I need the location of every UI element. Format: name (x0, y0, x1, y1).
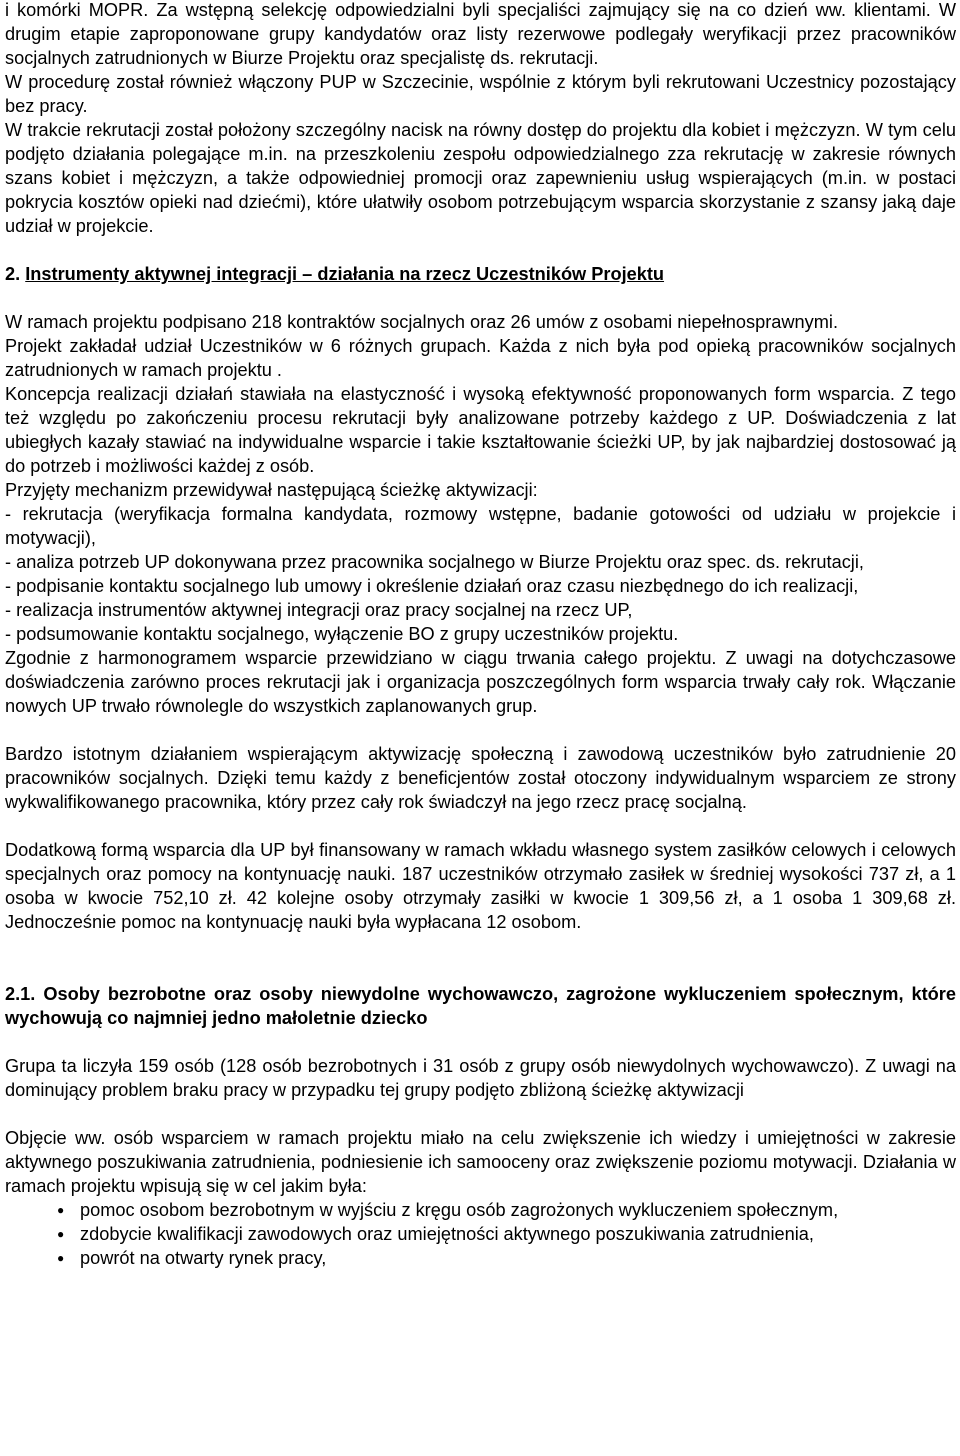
document-page (5, 0, 956, 1270)
paragraph-concept: Koncepcja realizacji działań stawiała na elastyczność i wysoką efektywność proponowanych form wsparcia. Z tego też względu po zakończeniu procesu rekrutacji były analizowane potrzeby każdego z UP. Doświadczenia z lat ubiegłych kazały stawiać na indywidualne wsparcie i takie kształtowanie ścieżki UP, by jak najbardziej dostosować ją do potrzeb i możliwości każdej z osób. (5, 384, 956, 476)
paragraph-equal-access: W trakcie rekrutacji został położony szczególny nacisk na równy dostęp do projektu dla kobiet i mężczyzn. W tym celu podjęto działania polegające m.in. na przeszkoleniu zespołu odpowiedzialnego zza rekrutację w zakresie równych szans kobiet i mężczyzn, a także odpowiedniej promocji oraz zapewnieniu usług wspierających (m.in. w postaci pokrycia kosztów opieki nad dziećmi), które ułatwiły osobom potrzebującym wsparcia skorzystanie z szansy jaką daje udział w projekcie. (5, 120, 956, 236)
paragraph-allowances: Dodatkową formą wsparcia dla UP był finansowany w ramach wkładu własnego system zasiłków celowych i celowych specjalnych oraz pomocy na kontynuację nauki. 187 uczestników otrzymało zasiłek w średniej wysokości 737 zł, a 1 osoba w kwocie 752,10 zł. 42 kolejne osoby otrzymały zasiłki w kwocie 1 309,56 zł, a 1 osoba 1 309,68 zł. Jednocześnie pomoc na kontynuację nauki była wypłacana 12 osobom. (5, 840, 956, 932)
section-heading-2 (5, 262, 956, 286)
list-item: - analiza potrzeb UP dokonywana przez pracownika socjalnego w Biurze Projektu oraz spec. ds. rekrutacji, (5, 552, 864, 572)
list-item: ● powrót na otwarty rynek pracy, (5, 1246, 956, 1270)
section-number: 2.1. (5, 984, 36, 1004)
paragraph-groups: Projekt zakładał udział Uczestników w 6 różnych grupach. Każda z nich była pod opieką pracowników socjalnych zatrudnionych w ramach projektu . (5, 336, 956, 380)
paragraph-social-workers: Bardzo istotnym działaniem wspierającym aktywizację społeczną i zawodową uczestników było zatrudnienie 20 pracowników socjalnych. Dzięki temu każdy z beneficjentów został otoczony indywidualnym wsparciem ze strony wykwalifikowanego pracownika, który przez cały rok świadczył na jego rzecz pracę socjalną. (5, 744, 956, 812)
list-item: ● pomoc osobom bezrobotnym w wyjściu z kręgu osób zagrożonych wykluczeniem społecznym, (5, 1198, 956, 1222)
paragraph-schedule: Zgodnie z harmonogramem wsparcie przewidziano w ciągu trwania całego projektu. Z uwagi na dotychczasowe doświadczenia zarówno proces rekrutacji jak i organizacja poszczególnych form wsparcia trwały cały rok. Włączanie nowych UP trwało równolegle do wszystkich zaplanowanych grup. (5, 648, 956, 716)
list-item: ● zdobycie kwalifikacji zawodowych oraz umiejętności aktywnego poszukiwania zatrudnienia, (5, 1222, 956, 1246)
goals-bullet-list (5, 1198, 956, 1270)
list-item: - podpisanie kontaktu socjalnego lub umowy i określenie działań oraz czasu niezbędnego do ich realizacji, (5, 576, 859, 596)
paragraph-pup-procedure: W procedurę został również włączony PUP w Szczecinie, wspólnie z którym byli rekrutowani Uczestnicy pozostający bez pracy. (5, 72, 956, 116)
list-item: - podsumowanie kontaktu socjalnego, wyłączenie BO z grupy uczestników projektu. (5, 624, 679, 644)
paragraph-recruitment-selection: i komórki MOPR. Za wstępną selekcję odpowiedzialni byli specjaliści zajmujący się na co dzień ww. klientami. W drugim etapie zaproponowane grupy kandydatów oraz listy rezerwowe podlegały weryfikacji przez pracowników socjalnych zatrudnionych w Biurze Projektu oraz specjalistę ds. rekrutacji. (5, 0, 956, 68)
section-title: Instrumenty aktywnej integracji – działania na rzecz Uczestników Projektu (25, 264, 665, 284)
paragraph-group-size: Grupa ta liczyła 159 osób (128 osób bezrobotnych i 31 osób z grupy osób niewydolnych wychowawczo). Z uwagi na dominujący problem braku pracy w przypadku tej grupy podjęto zbliżoną ścieżkę aktywizacji (5, 1056, 956, 1100)
paragraph-mechanism-intro: Przyjęty mechanizm przewidywał następującą ścieżkę aktywizacji: (5, 480, 538, 500)
activation-steps-list (5, 502, 956, 646)
list-item: - rekrutacja (weryfikacja formalna kandydata, rozmowy wstępne, badanie gotowości od udziału w projekcie i motywacji), (5, 504, 956, 548)
section-number: 2. (5, 264, 21, 284)
paragraph-contracts: W ramach projektu podpisano 218 kontraktów socjalnych oraz 26 umów z osobami niepełnosprawnymi. (5, 312, 839, 332)
paragraph-support-goals: Objęcie ww. osób wsparciem w ramach projektu miało na celu zwiększenie ich wiedzy i umiejętności w zakresie aktywnego poszukiwania zatrudnienia, podniesienie ich samooceny oraz zwiększenie poziomu motywacji. Działania w ramach projektu wpisują się w cel jakim była: (5, 1128, 956, 1196)
section-title: Osoby bezrobotne oraz osoby niewydolne wychowawczo, zagrożone wykluczeniem społecznym, które wychowują co najmniej jedno małoletnie dziecko (5, 984, 956, 1028)
list-item: - realizacja instrumentów aktywnej integracji oraz pracy socjalnej na rzecz UP, (5, 600, 633, 620)
section-heading-2-1 (5, 982, 956, 1030)
